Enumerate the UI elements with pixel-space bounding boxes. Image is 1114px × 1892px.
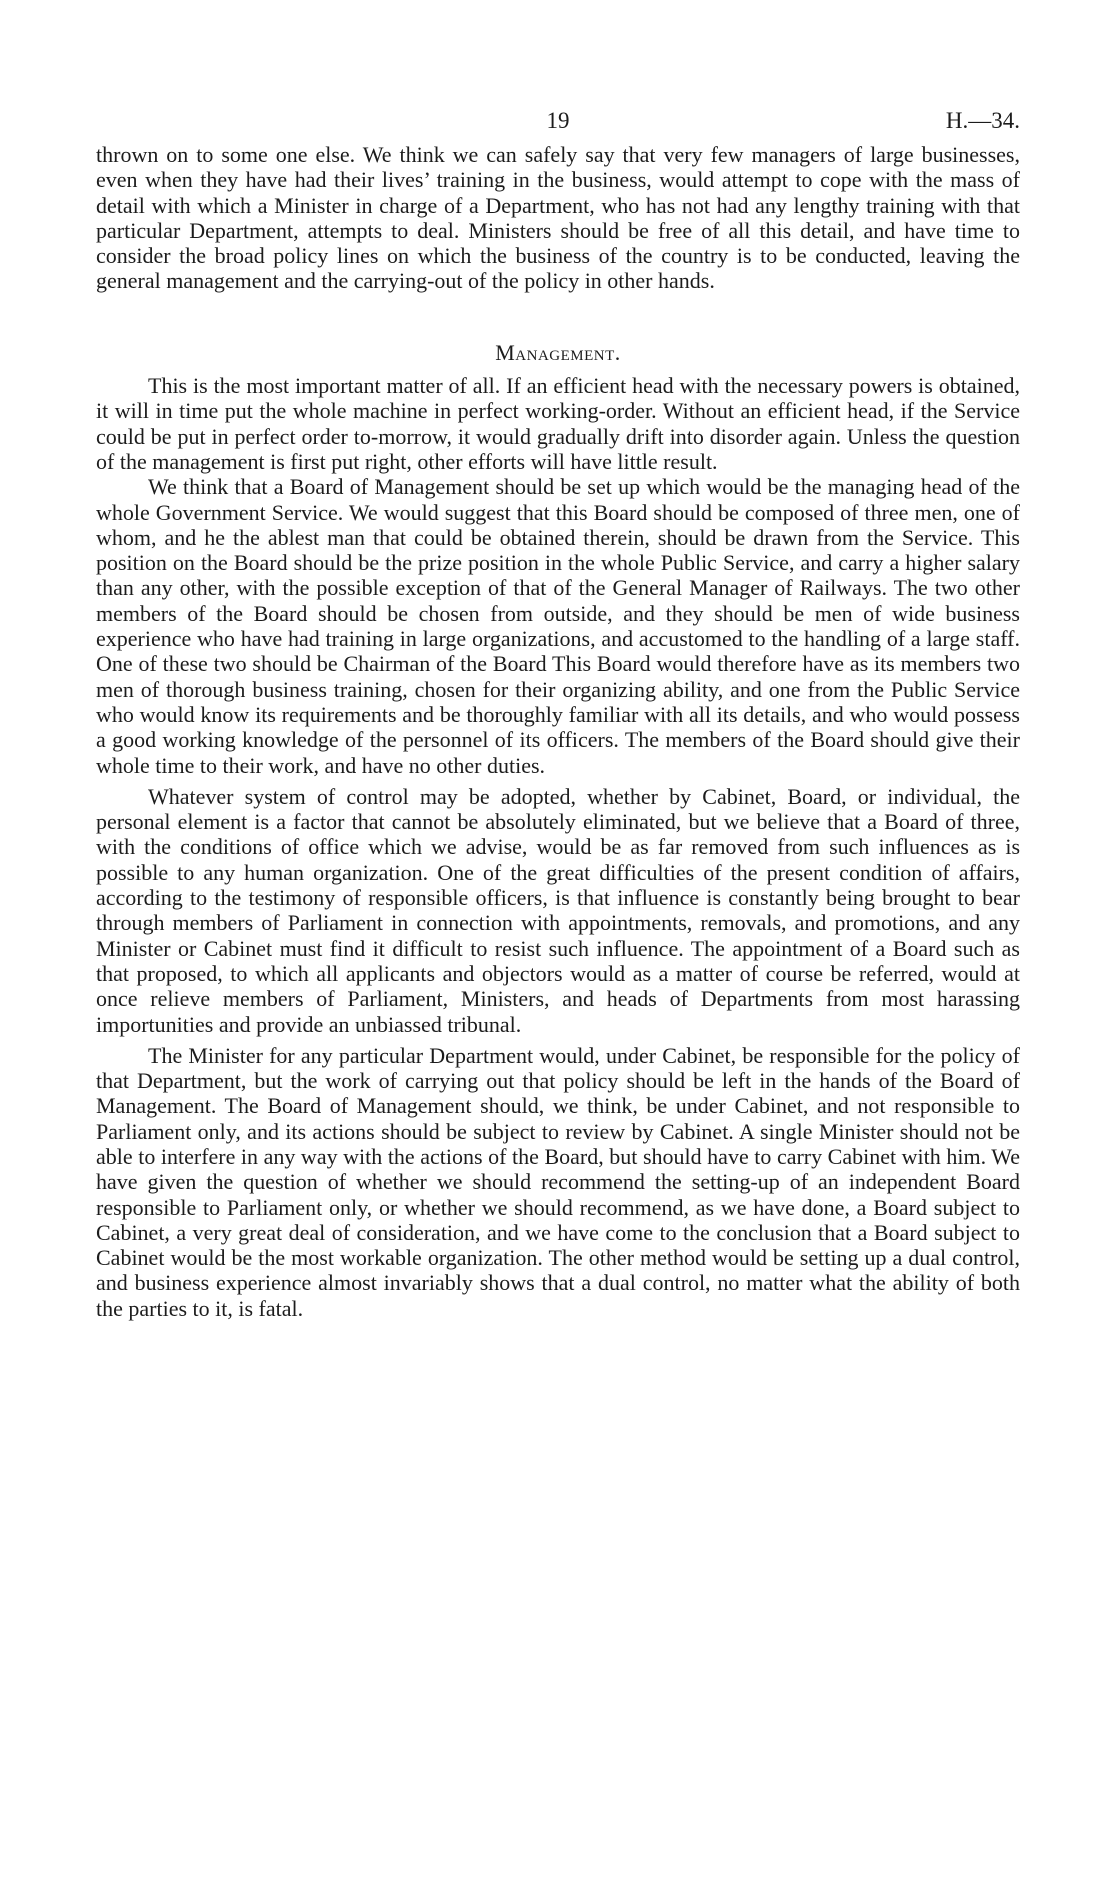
paragraph: The Minister for any particular Department would, under Cabinet, be responsible for the policy of that Department, but the work of carrying out that policy should be left in the hands of the Board of Management. The Board of Management should, we think, be under Cabinet, and not responsible to Parliament only, and its actions should be subject to review by Cabinet. A single Minister should not be able to interfere in any way with the actions of the Board, but should have to carry Cabinet with him. We have given the question of whether we should recommend the setting-up of an independent Board responsible to Parliament only, or whether we should recommend, as we have done, a Board subject to Cabinet, a very great deal of consideration, and we have come to the conclusion that a Board subject to Cabinet would be the most workable organization. The other method would be setting up a dual control, and business experience almost invariably shows that a dual control, no matter what the ability of both the parties to it, is fatal. xyxy=(96,1042,1020,1321)
paragraph: This is the most important matter of all. If an efficient head with the necessary powers is obtained, it will in time put the whole machine in perfect working-order. Without an efficient head, if the Service could be put in perfect order to-morrow, it would gradually drift into disorder again. Unless the question of the management is first put right, other efforts will have little result. xyxy=(96,373,1020,474)
intro-paragraph: thrown on to some one else. We think we can safely say that very few managers of large businesses, even when they have had their lives’ training in the business, would attempt to cope with the mass of detail with which a Minister in charge of a Department, who has not had any lengthy training with that particular Department, attempts to deal. Ministers should be free of all this detail, and have time to consider the broad policy lines on which the business of the country is to be conducted, leaving the general management and the carrying-out of the policy in other hands. xyxy=(96,142,1020,294)
document-reference: H.—34. xyxy=(945,108,1020,133)
document-page xyxy=(96,108,1020,1321)
paragraph: Whatever system of control may be adopted, whether by Cabinet, Board, or individual, the personal element is a factor that cannot be absolutely eliminated, but we believe that a Board of three, with the conditions of office which we advise, would be as far removed from such influences as is possible to any human organization. One of the great difficulties of the present condition of affairs, according to the testimony of responsible officers, is that influence is constantly being brought to bear through members of Parliament in connection with appointments, removals, and promotions, and any Minister or Cabinet must find it difficult to resist such influence. The appointment of a Board such as that proposed, to which all applicants and objectors would as a matter of course be referred, would at once relieve members of Parliament, Ministers, and heads of Departments from most harassing importunities and provide an unbiassed tribunal. xyxy=(96,783,1020,1037)
page-header xyxy=(96,108,1020,138)
body-text xyxy=(96,142,1020,1321)
section-heading: Management. xyxy=(495,339,621,365)
paragraph: We think that a Board of Management should be set up which would be the managing head of the whole Government Service. We would suggest that this Board should be composed of three men, one of whom, and he the ablest man that could be obtained therein, should be drawn from the Service. This position on the Board should be the prize position in the whole Public Service, and carry a higher salary than any other, with the possible exception of that of the General Manager of Railways. The two other members of the Board should be chosen from outside, and they should be men of wide business experience who have had training in large organizations, and accustomed to the handling of a large staff. One of these two should be Chairman of the Board This Board would therefore have as its members two men of thorough business training, chosen for their organizing ability, and one from the Public Service who would know its requirements and be thoroughly familiar with all its details, and who would possess a good working knowledge of the personnel of its officers. The members of the Board should give their whole time to their work, and have no other duties. xyxy=(96,474,1020,778)
page-number: 19 xyxy=(546,108,570,133)
